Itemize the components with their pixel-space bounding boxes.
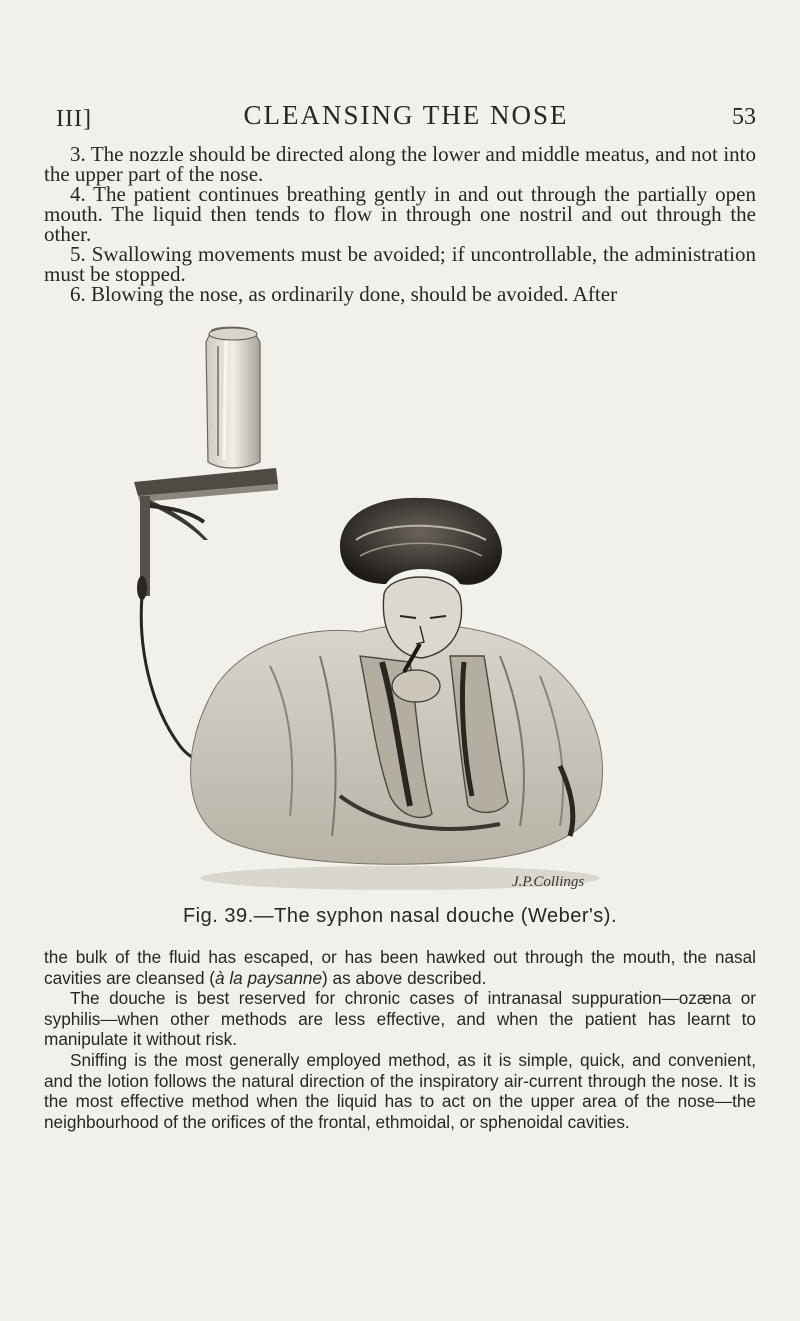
figure-syphon-douche [120, 326, 640, 896]
text-run: the bulk of the fluid has escaped, or has been hawked out through the mouth, the nasal cavities are cleansed ( [44, 947, 756, 988]
running-header [56, 100, 756, 140]
paragraph-step-3: 3. The nozzle should be directed along the lower and middle meatus, and not into the upper part of the nose. [44, 142, 756, 186]
paragraph-step-5: 5. Swallowing movements must be avoided; if uncontrollable, the administration must be stopped. [44, 242, 756, 286]
chapter-number: III] [56, 106, 92, 132]
paragraph-sniffing: Sniffing is the most generally employed method, as it is simple, quick, and convenient, and the lotion follows the natural direction of the inspiratory air-current through the nose. It is the most effective method when the liquid has to act on the upper area of the nose—the neighbourhood of the orifices of the frontal, ethmoidal, or sphenoidal cavities. [44, 1049, 756, 1132]
text-run: ) as above described. [322, 967, 487, 988]
paragraph-step-6: 6. Blowing the nose, as ordinarily done, should be avoided. After [70, 282, 618, 306]
patient [191, 498, 603, 864]
top-text-block [44, 144, 756, 304]
douche-vessel [206, 327, 260, 468]
paragraph-douche-use: The douche is best reserved for chronic cases of intranasal suppuration—ozæna or syphilis—when other methods are less effective, and when the patient has learnt to manipulate it without risk. [44, 988, 756, 1050]
tube-bulb [137, 576, 147, 600]
bottom-text-block [44, 947, 756, 1132]
running-title: CLEANSING THE NOSE [243, 100, 569, 130]
douche-illustration [120, 326, 640, 896]
paragraph-continuation [44, 947, 756, 988]
artist-signature: J.P.Collings [512, 874, 585, 890]
page-number: 53 [732, 104, 756, 130]
bracket-shelf [134, 468, 278, 596]
figure-caption: Fig. 39.—The syphon nasal douche (Weber's). [182, 905, 618, 927]
paragraph-step-4: 4. The patient continues breathing gently in and out through the partially open mouth. The liquid then tends to flow in through one nostril and out through the other. [44, 182, 756, 246]
italic-phrase: à la paysanne [215, 967, 323, 988]
